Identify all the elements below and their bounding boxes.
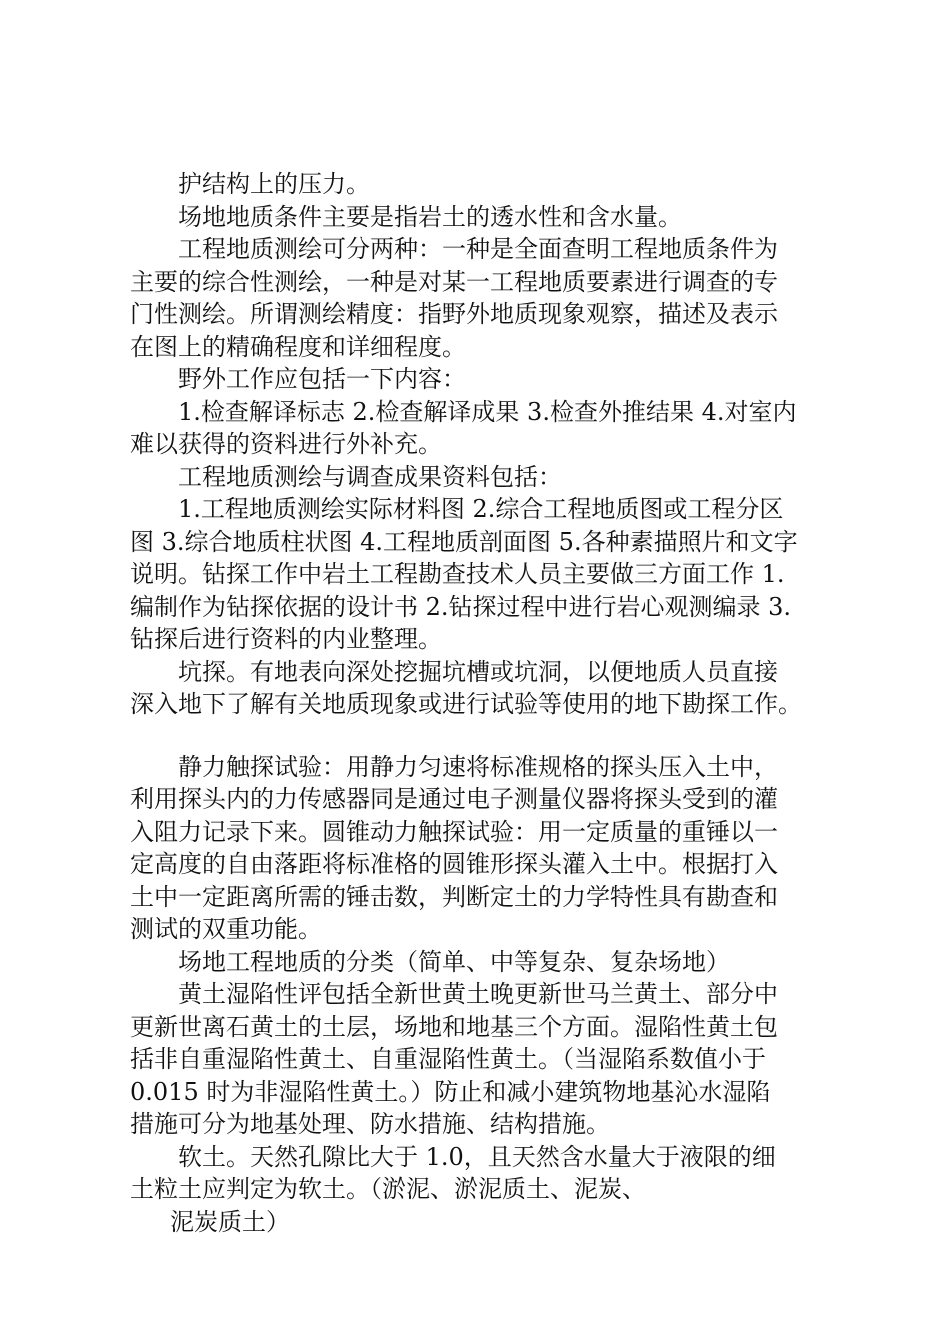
- text-line: 泥炭质土）: [170, 1207, 290, 1236]
- text-line: 深入地下了解有关地质现象或进行试验等使用的地下勘探工作。: [130, 690, 802, 718]
- text-line: 0.015 时为非湿陷性黄土。）防止和减小建筑物地基沁水湿陷: [130, 1077, 771, 1106]
- text-line: 在图上的精确程度和详细程度。: [130, 332, 466, 361]
- text-line: 定高度的自由落距将标准格的圆锥形探头灌入土中。根据打入: [130, 850, 778, 878]
- text-line: 软土。天然孔隙比大于 1.0，且天然含水量大于液限的细: [178, 1142, 776, 1171]
- text-line: 测试的双重功能。: [130, 915, 322, 943]
- text-line: 措施可分为地基处理、防水措施、结构措施。: [130, 1110, 610, 1138]
- text-line: 土中一定距离所需的锤击数，判断定土的力学特性具有勘查和: [130, 882, 778, 911]
- document-body: [130, 168, 838, 1238]
- text-line: 护结构上的压力。: [178, 170, 370, 198]
- text-line: 坑探。有地表向深处挖掘坑槽或坑洞，以便地质人员直接: [178, 657, 778, 686]
- paragraph-gap: [130, 721, 838, 751]
- text-line: 工程地质测绘与调查成果资料包括：: [178, 462, 562, 491]
- text-line: 黄土湿陷性评包括全新世黄土晚更新世马兰黄土、部分中: [178, 980, 778, 1008]
- text-line: 入阻力记录下来。圆锥动力触探试验：用一定质量的重锤以一: [130, 817, 778, 846]
- text-line: 门性测绘。所谓测绘精度：指野外地质现象观察，描述及表示: [130, 300, 778, 328]
- text-line: 主要的综合性测绘，一种是对某一工程地质要素进行调查的专: [130, 267, 778, 296]
- text-line: 1.工程地质测绘实际材料图 2.综合工程地质图或工程分区: [178, 495, 784, 523]
- text-line: 更新世离石黄土的土层，场地和地基三个方面。湿陷性黄土包: [130, 1012, 778, 1041]
- text-line: 静力触探试验：用静力匀速将标准规格的探头压入土中，: [178, 752, 778, 781]
- text-line: 括非自重湿陷性黄土、自重湿陷性黄土。（当湿陷系数值小于: [130, 1045, 766, 1073]
- text-line: 场地工程地质的分类（简单、中等复杂、复杂场地）: [178, 947, 730, 976]
- text-line: 利用探头内的力传感器同是通过电子测量仪器将探头受到的灌: [130, 785, 778, 813]
- text-line: 图 3.综合地质柱状图 4.工程地质剖面图 5.各种素描照片和文字: [130, 527, 798, 556]
- text-line: 钻探后进行资料的内业整理。: [130, 625, 442, 653]
- text-line: 工程地质测绘可分两种：一种是全面查明工程地质条件为: [178, 235, 778, 263]
- text-line: 土粒土应判定为软土。（淤泥、淤泥质土、泥炭、: [130, 1175, 646, 1203]
- text-line: 1.检查解译标志 2.检查解译成果 3.检查外推结果 4.对室内: [178, 397, 797, 426]
- text-line: 说明。钻探工作中岩土工程勘查技术人员主要做三方面工作 1.: [130, 560, 785, 588]
- text-line: 难以获得的资料进行外补充。: [130, 430, 442, 458]
- text-line: 场地地质条件主要是指岩土的透水性和含水量。: [178, 202, 682, 231]
- text-line: 编制作为钻探依据的设计书 2.钻探过程中进行岩心观测编录 3.: [130, 592, 792, 621]
- text-line: 野外工作应包括一下内容：: [178, 365, 466, 393]
